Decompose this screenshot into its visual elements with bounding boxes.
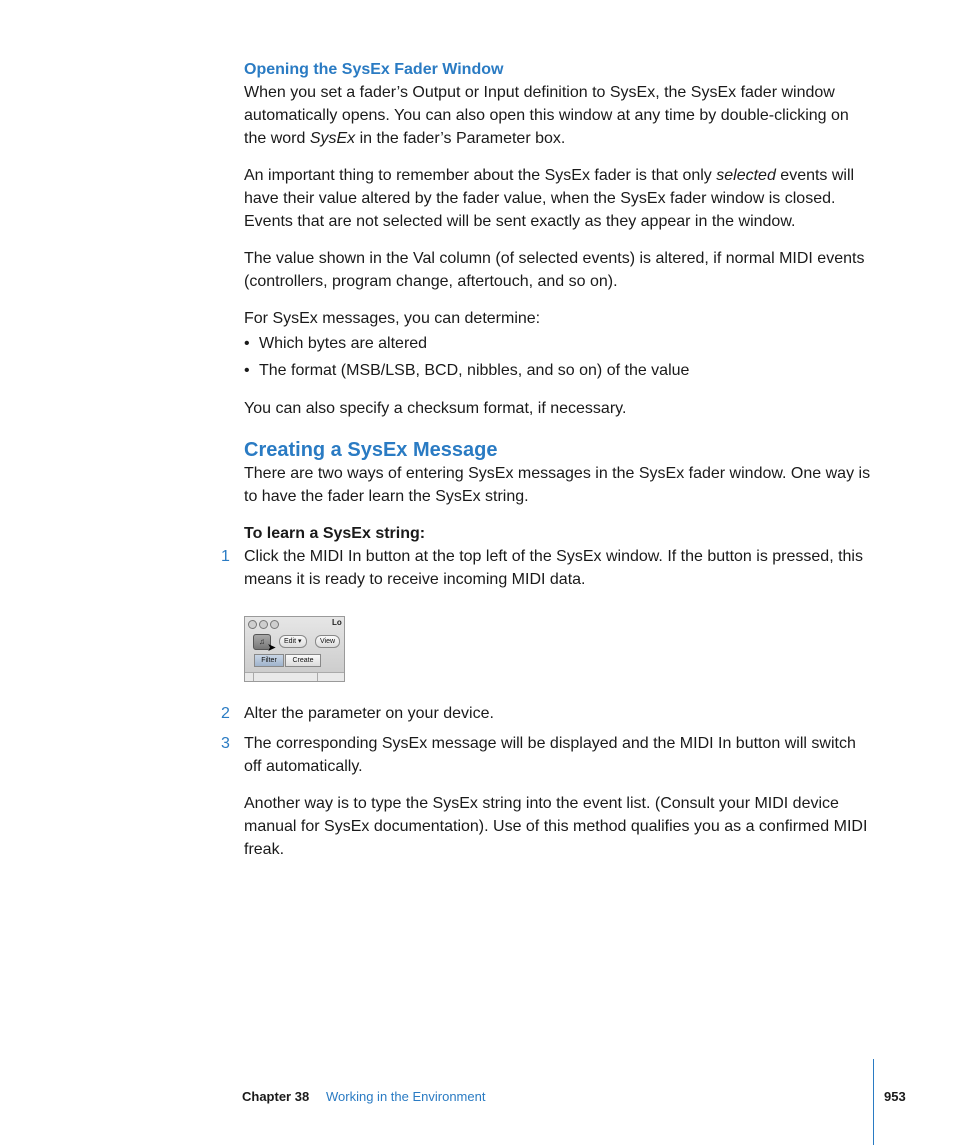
sysex-window-screenshot <box>244 616 345 682</box>
paragraph: Another way is to type the SysEx string into the event list. (Consult your MIDI device manual for SysEx documentation). Use of this method qualifies you as a confirmed MIDI freak. <box>244 795 868 858</box>
paragraph: There are two ways of entering SysEx messages in the SysEx fader window. One way is to have the fader learn the SysEx string. <box>244 465 871 505</box>
mouse-pointer-icon: ➤ <box>267 642 277 654</box>
edit-menu[interactable]: Edit ▾ <box>279 635 307 648</box>
footer-divider <box>873 1059 874 1145</box>
window-title-fragment: Lo <box>332 618 342 627</box>
section-heading-creating-sysex-message: Creating a SysEx Message <box>244 439 498 461</box>
minimize-light-icon <box>259 620 268 629</box>
step-number: 3 <box>221 735 230 752</box>
step-number: 1 <box>221 548 230 565</box>
column-divider <box>317 673 318 682</box>
bullet-icon: • <box>244 335 250 352</box>
paragraph: An important thing to remember about the SysEx fader is that only selected events will have their value altered by the fader value, when the SysEx fader window is closed. Events that are not selected will be sent exactly as they appear in the window. <box>244 167 855 230</box>
paragraph: The value shown in the Val column (of selected events) is altered, if normal MIDI events (controllers, program change, aftertouch, and so on). <box>244 250 865 290</box>
section-heading-opening-sysex-fader: Opening the SysEx Fader Window <box>244 61 504 78</box>
task-title: To learn a SysEx string: <box>244 525 426 542</box>
paragraph: For SysEx messages, you can determine: <box>244 310 541 327</box>
page-number: 953 <box>884 1089 906 1104</box>
step-number: 2 <box>221 705 230 722</box>
paragraph: When you set a fader’s Output or Input definition to SysEx, the SysEx fader window automatically opens. You can also open this window at any time by double-clicking on the word SysEx in the fader’s Parameter box. <box>244 84 849 147</box>
filter-button[interactable]: Filter <box>254 654 284 667</box>
footer-chapter-title[interactable]: Working in the Environment <box>326 1089 486 1104</box>
zoom-light-icon <box>270 620 279 629</box>
step-text: Alter the parameter on your device. <box>244 705 494 722</box>
column-divider <box>253 673 254 682</box>
list-header <box>245 672 344 682</box>
bullet-item: • The format (MSB/LSB, BCD, nibbles, and so on) of the value <box>244 360 689 382</box>
step-text: Click the MIDI In button at the top left of the SysEx window. If the button is pressed, this means it is ready to receive incoming MIDI data. <box>244 548 863 588</box>
paragraph: You can also specify a checksum format, if necessary. <box>244 400 627 417</box>
bullet-icon: • <box>244 362 250 379</box>
bullet-item: • Which bytes are altered <box>244 333 427 355</box>
midi-in-button[interactable]: ♫ <box>253 634 271 650</box>
close-light-icon <box>248 620 257 629</box>
chevron-down-icon: ▾ <box>298 638 302 645</box>
step-text: The corresponding SysEx message will be displayed and the MIDI In button will switch off automatically. <box>244 735 856 775</box>
footer-chapter: Chapter 38 <box>242 1089 310 1104</box>
create-button[interactable]: Create <box>285 654 321 667</box>
view-menu[interactable]: View <box>315 635 340 648</box>
